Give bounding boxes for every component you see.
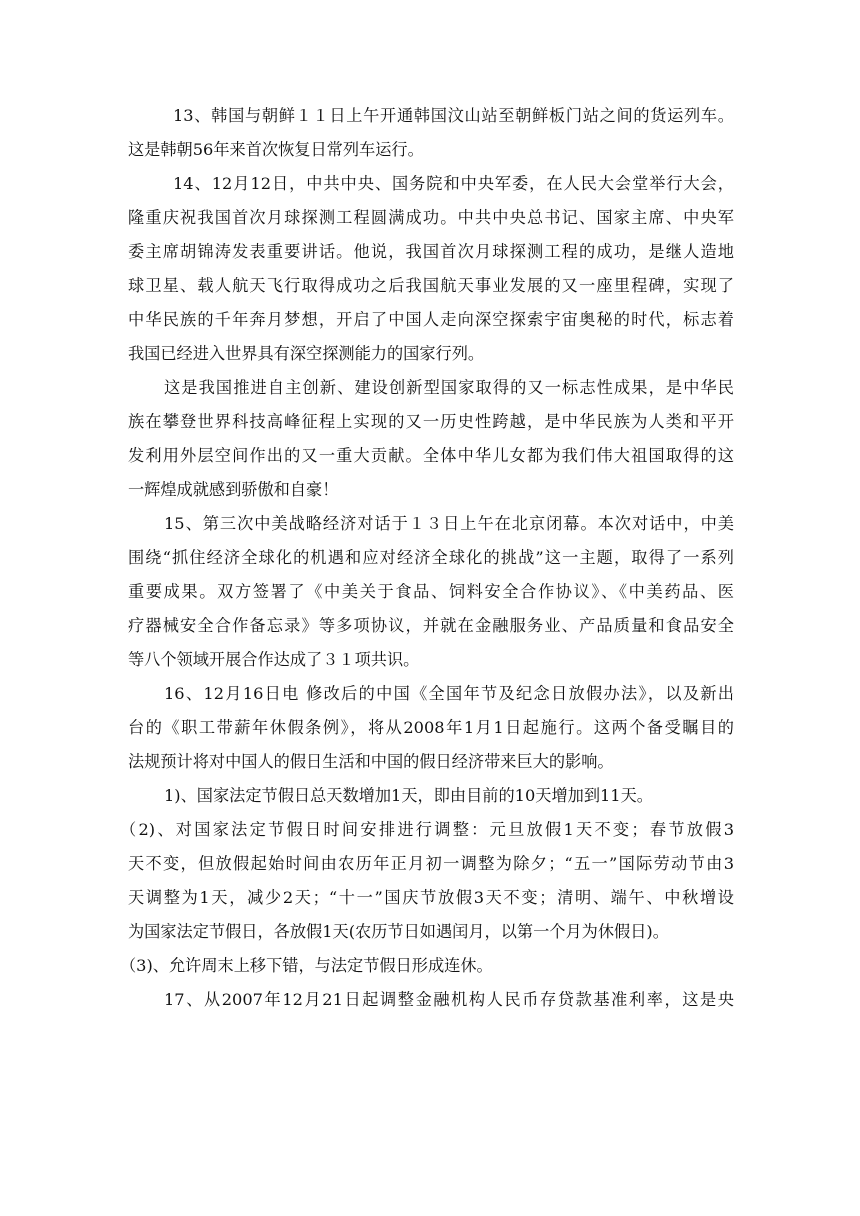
text-line: 疗器械安全合作备忘录》等多项协议，并就在金融服务业、产品质量和食品安全 — [128, 616, 734, 635]
text-line: 围绕“抓住经济全球化的机遇和应对经济全球化的挑战”这一主题，取得了一系列 — [128, 548, 734, 567]
text-line: 球卫星、载人航天飞行取得成功之后我国航天事业发展的又一座里程碑，实现了 — [128, 276, 734, 295]
text-line: （3)、允许周末上移下错，与法定节假日形成连休。 — [120, 956, 493, 975]
text-line: 我国已经进入世界具有深空探测能力的国家行列。 — [128, 344, 485, 363]
text-line: （2)、对国家法定节假日时间安排进行调整：元旦放假1天不变；春节放假3 — [120, 820, 734, 839]
text-line: 1)、国家法定节假日总天数增加1天，即由目前的10天增加到11天。 — [164, 786, 653, 805]
text-line: 发利用外层空间作出的又一重大贡献。全体中华儿女都为我们伟大祖国取得的这 — [128, 446, 734, 465]
text-line: 天不变，但放假起始时间由农历年正月初一调整为除夕；“五一”国际劳动节由3 — [128, 854, 734, 873]
text-line: 等八个领域开展合作达成了３１项共识。 — [128, 650, 420, 669]
text-line: 这是我国推进自主创新、建设创新型国家取得的又一标志性成果，是中华民 — [164, 378, 734, 397]
text-line: 隆重庆祝我国首次月球探测工程圆满成功。中共中央总书记、国家主席、中央军 — [128, 208, 734, 227]
text-line: 台的《职工带薪年休假条例》，将从2008年1月1日起施行。这两个备受瞩目的 — [128, 718, 734, 737]
text-line: 一辉煌成就感到骄傲和自豪！ — [128, 480, 339, 499]
text-line: 中华民族的千年奔月梦想，开启了中国人走向深空探索宇宙奥秘的时代，标志着 — [128, 310, 734, 329]
text-line: 16、12月16日电 修改后的中国《全国年节及纪念日放假办法》，以及新出 — [164, 684, 734, 703]
text-line: 17、从2007年12月21日起调整金融机构人民币存贷款基准利率，这是央 — [164, 990, 734, 1009]
text-line: 为国家法定节假日，各放假1天(农历节日如遇闰月，以第一个月为休假日)。 — [128, 922, 669, 941]
text-line: 委主席胡锦涛发表重要讲话。他说，我国首次月球探测工程的成功，是继人造地 — [128, 242, 734, 261]
text-line: 14、12月12日，中共中央、国务院和中央军委，在人民大会堂举行大会， — [173, 174, 734, 193]
text-line: 族在攀登世界科技高峰征程上实现的又一历史性跨越，是中华民族为人类和平开 — [128, 412, 734, 431]
text-line: 重要成果。双方签署了《中美关于食品、饲料安全合作协议》、《中美药品、医 — [128, 582, 734, 601]
text-line: 这是韩朝56年来首次恢复日常列车运行。 — [128, 140, 424, 159]
text-line: 15、第三次中美战略经济对话于１３日上午在北京闭幕。本次对话中，中美 — [164, 514, 734, 533]
text-line: 天调整为1天，减少2天；“十一”国庆节放假3天不变；清明、端午、中秋增设 — [128, 888, 734, 907]
text-line: 法规预计将对中国人的假日生活和中国的假日经济带来巨大的影响。 — [128, 752, 614, 771]
text-line: 13、韩国与朝鲜１１日上午开通韩国汶山站至朝鲜板门站之间的货运列车。 — [173, 106, 734, 125]
